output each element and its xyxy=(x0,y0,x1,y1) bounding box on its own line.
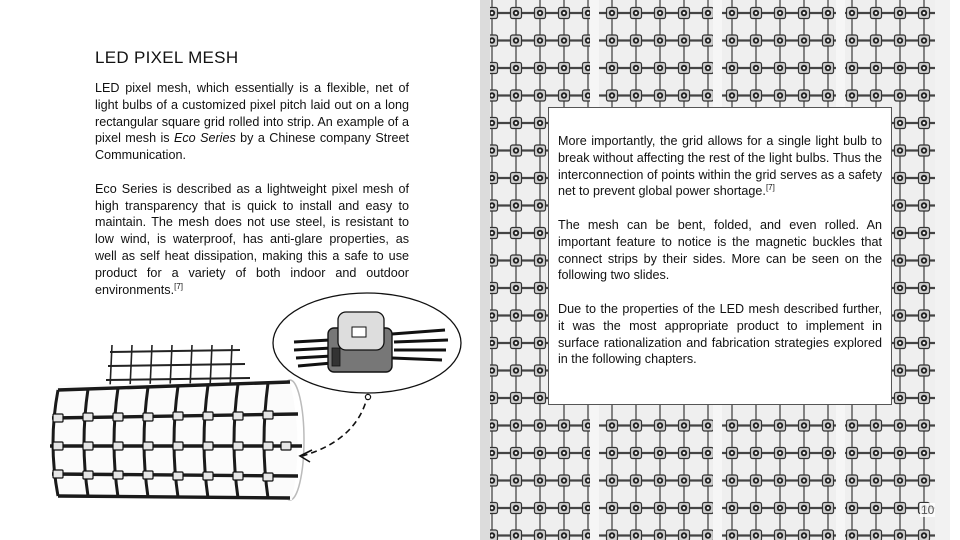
slide-title: LED PIXEL MESH xyxy=(95,48,239,67)
intro-text-block xyxy=(95,80,409,315)
grid-safety-paragraph: More importantly, the grid allows for a single light bulb to break without affecting the rest of the light bulbs. Thus the interconnection of points within the grid serves as a safety net to prevent global power shortage.[7] xyxy=(558,134,882,199)
intro-paragraph: LED pixel mesh, which essentially is a flexible, net of light bulbs of a customized pixel pitch laid out on a long rectangular square grid rolled into strip. An example of a pixel mesh is Eco Series by a Chinese company Street Communication. xyxy=(95,81,409,163)
info-text-box xyxy=(548,107,892,405)
page-number: 10 xyxy=(921,503,935,517)
product-name: Eco Series xyxy=(173,131,236,146)
citation-ref: [7] xyxy=(765,183,775,193)
mesh-roll-drawing xyxy=(50,380,304,500)
bulb-zoom-detail xyxy=(273,293,461,393)
conclusion-paragraph: Due to the properties of the LED mesh described further, it was the most appropriate product to implement in surface rationalization and fabrication strategies explored in the following chapters. xyxy=(558,301,882,367)
mesh-flap-drawing xyxy=(106,345,250,388)
flexibility-paragraph: The mesh can be bent, folded, and even rolled. An important feature to notice is the magnetic buckles that connect strips by their sides. More can be seen on the following two slides. xyxy=(558,217,882,283)
eco-series-paragraph: Eco Series is described as a lightweight pixel mesh of high transparency that is quick to install and easy to maintain. The mesh does not use steel, is resistant to low wind, is waterproof, has anti-glare properties, as well as self heat dissipation, making this a safe to use product for a variety of both indoor and outdoor environments.[7] xyxy=(95,181,409,297)
dashed-arrow xyxy=(300,394,371,462)
rolled-mesh-illustration xyxy=(40,290,470,510)
citation-ref: [7] xyxy=(174,281,184,291)
